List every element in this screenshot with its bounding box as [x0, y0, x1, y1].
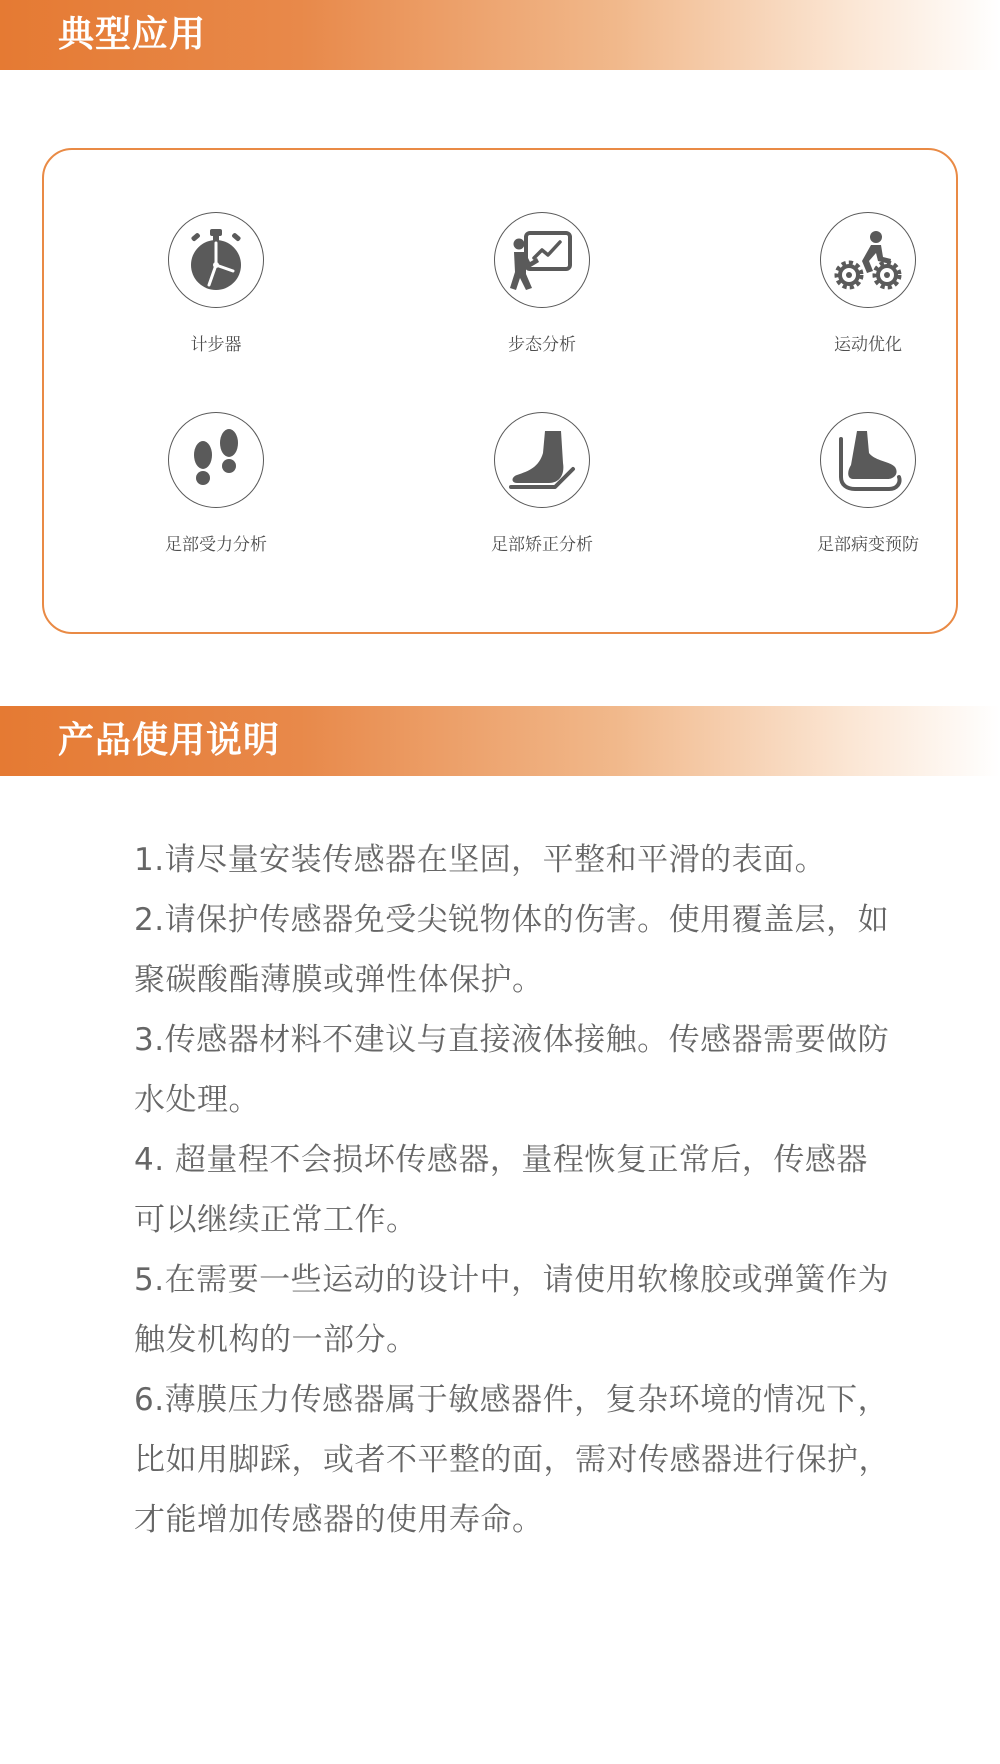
app-label: 运动优化: [834, 335, 902, 355]
usage-instructions: [134, 830, 894, 1550]
app-label: 足部矫正分析: [491, 535, 593, 555]
footprints-icon: [168, 412, 264, 508]
usage-item: 6.薄膜压力传感器属于敏感器件，复杂环境的情况下，比如用脚踩，或者不平整的面，需对传感器进行保护，才能增加传感器的使用寿命。: [134, 1382, 890, 1538]
section-title-applications: 典型应用: [58, 14, 207, 55]
app-label: 步态分析: [508, 335, 576, 355]
foot-insole-icon: [820, 412, 916, 508]
app-item-foot-disease-prevention: [748, 412, 988, 556]
app-item-pedometer: [96, 212, 336, 356]
cyclist-gears-icon: [820, 212, 916, 308]
app-item-foot-force-analysis: [96, 412, 336, 556]
stopwatch-icon: [168, 212, 264, 308]
app-item-gait-analysis: [422, 212, 662, 356]
app-label: 计步器: [190, 335, 242, 355]
section-header-applications: [0, 0, 1000, 70]
foot-arch-icon: [494, 412, 590, 508]
usage-item: 4. 超量程不会损坏传感器，量程恢复正常后，传感器可以继续正常工作。: [134, 1142, 868, 1238]
app-item-exercise-optimization: [748, 212, 988, 356]
usage-item: 5.在需要一些运动的设计中，请使用软橡胶或弹簧作为触发机构的一部分。: [134, 1262, 890, 1358]
usage-item: 2.请保护传感器免受尖锐物体的伤害。使用覆盖层，如聚碳酸酯薄膜或弹性体保护。: [134, 902, 890, 998]
presentation-board-icon: [494, 212, 590, 308]
applications-card: [42, 148, 958, 634]
app-item-foot-correction-analysis: [422, 412, 662, 556]
section-title-usage: 产品使用说明: [58, 720, 281, 761]
app-label: 足部受力分析: [165, 535, 267, 555]
section-header-usage: [0, 706, 1000, 776]
app-label: 足部病变预防: [817, 535, 919, 555]
usage-item: 1.请尽量安装传感器在坚固，平整和平滑的表面。: [134, 842, 827, 878]
usage-item: 3.传感器材料不建议与直接液体接触。传感器需要做防水处理。: [134, 1022, 890, 1118]
